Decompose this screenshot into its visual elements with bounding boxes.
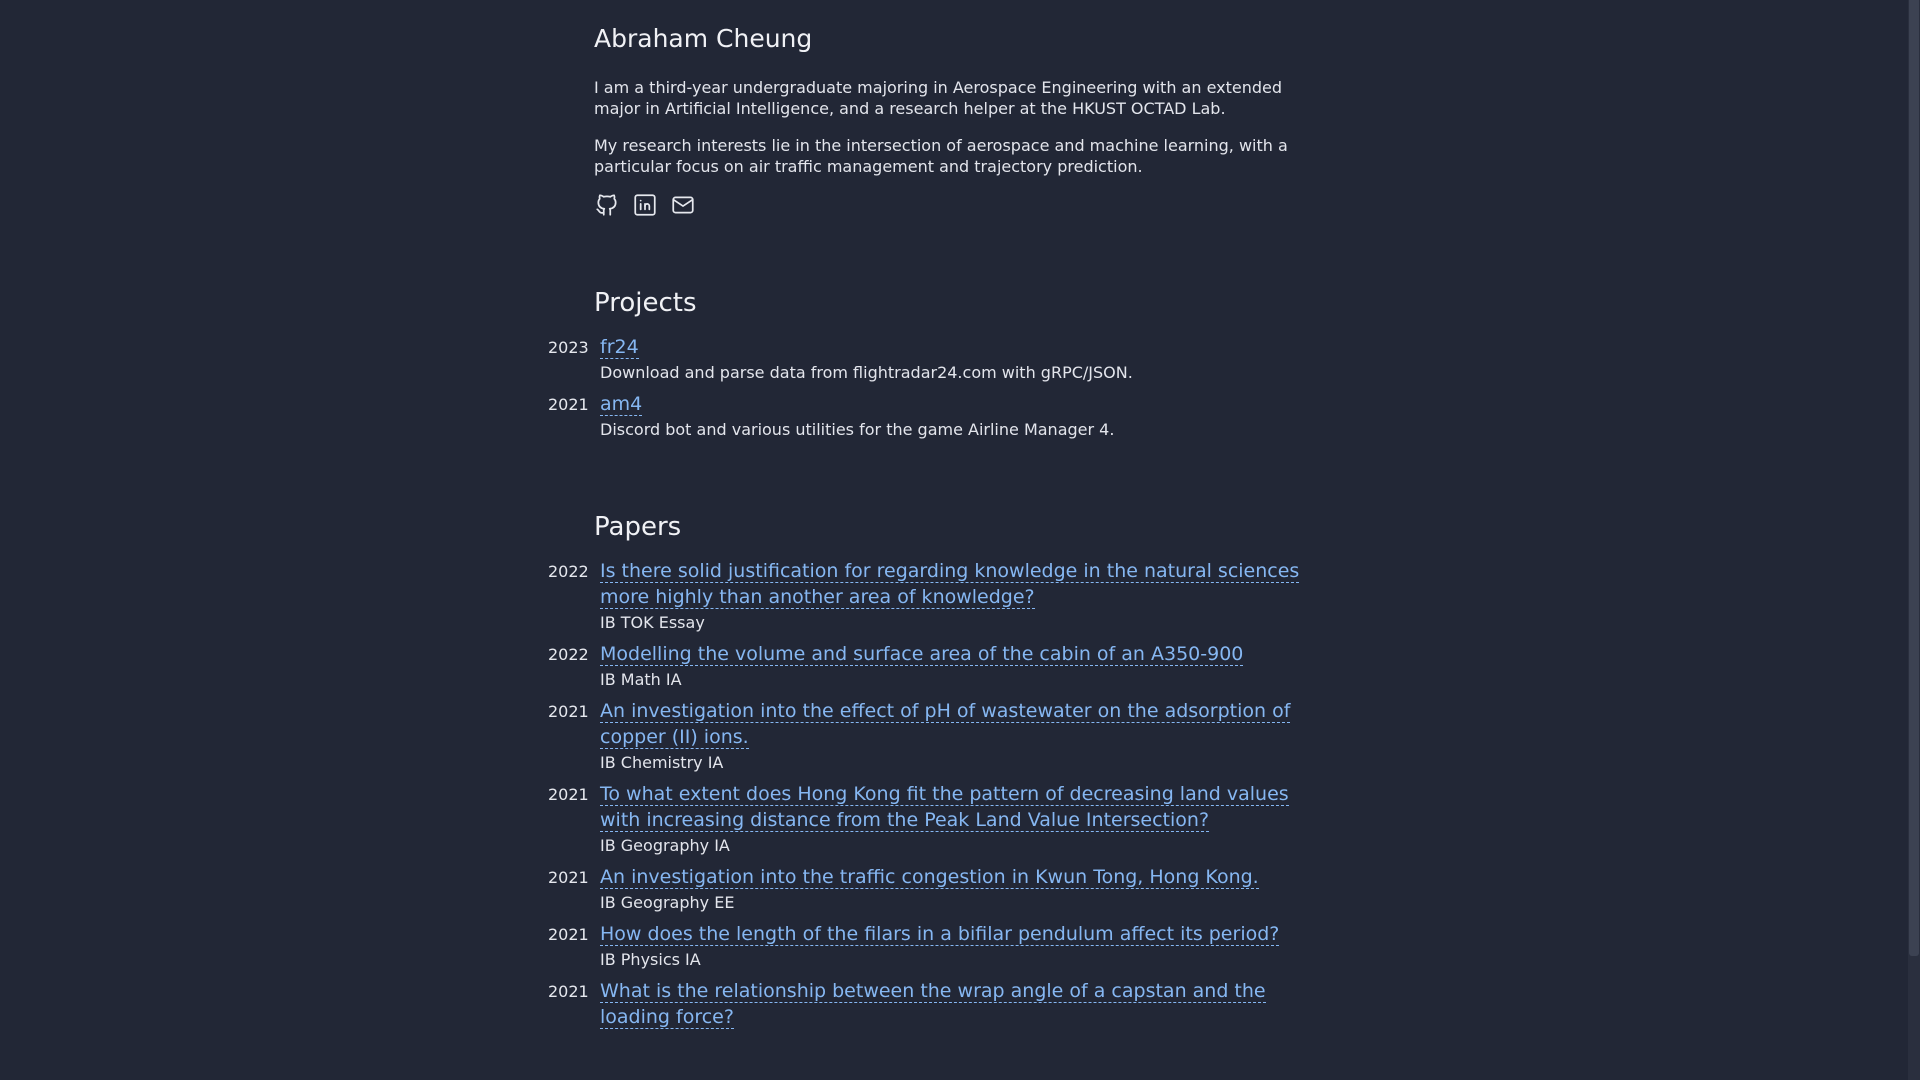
project-year: 2023 [548,338,589,357]
project-link-am4[interactable]: am4 [600,393,643,415]
paper-description: IB Math IA [600,670,682,689]
paper-link[interactable]: Is there solid justification for regarding knowledge in the natural sciences more highly than another area of knowledge? [600,560,1300,608]
paper-description: IB Geography EE [600,893,735,912]
paper-description: IB TOK Essay [600,613,705,632]
linkedin-icon[interactable] [632,192,658,218]
paper-year: 2021 [548,982,589,1001]
paper-link[interactable]: Modelling the volume and surface area of the cabin of an A350-900 [600,643,1244,665]
project-link-fr24[interactable]: fr24 [600,336,639,358]
paper-link[interactable]: An investigation into the traffic congestion in Kwun Tong, Hong Kong. [600,866,1259,888]
paper-item [548,864,1314,913]
paper-description: IB Chemistry IA [600,753,724,772]
paper-description: IB Physics IA [600,950,701,969]
bio [594,77,1314,177]
paper-description: IB Geography IA [600,836,730,855]
scrollbar[interactable] [1908,0,1920,1080]
projects-heading: Projects [594,288,697,318]
project-year: 2021 [548,395,589,414]
social-links [594,191,1314,219]
mail-icon[interactable] [670,192,696,218]
paper-item [548,641,1314,690]
paper-year: 2022 [548,645,589,664]
project-item-am4 [548,391,1314,440]
papers-list [548,558,1314,1030]
paper-item [548,558,1314,633]
project-description: Discord bot and various utilities for the game Airline Manager 4. [600,420,1115,439]
scrollbar-thumb[interactable] [1909,0,1919,956]
projects-list [548,334,1314,440]
paper-item [548,781,1314,856]
bio-paragraph-1: I am a third-year undergraduate majoring in Aerospace Engineering with an extended major in Artificial Intelligence, and a research helper at the HKUST OCTAD Lab. [594,78,1283,118]
paper-year: 2021 [548,785,589,804]
paper-year: 2021 [548,702,589,721]
paper-year: 2021 [548,925,589,944]
paper-year: 2021 [548,868,589,887]
paper-item [548,978,1314,1030]
project-item-fr24 [548,334,1314,383]
paper-year: 2022 [548,562,589,581]
paper-item [548,698,1314,773]
paper-link[interactable]: An investigation into the effect of pH of wastewater on the adsorption of copper (II) ions. [600,700,1291,748]
paper-link[interactable]: What is the relationship between the wrap angle of a capstan and the loading force? [600,980,1266,1028]
github-icon[interactable] [594,192,620,218]
paper-item [548,921,1314,970]
page-title: Abraham Cheung [594,24,813,53]
paper-link[interactable]: To what extent does Hong Kong fit the pattern of decreasing land values with increasing distance from the Peak Land Value Intersection? [600,783,1289,831]
paper-link[interactable]: How does the length of the filars in a bifilar pendulum affect its period? [600,923,1280,945]
project-description: Download and parse data from flightradar24.com with gRPC/JSON. [600,363,1133,382]
bio-paragraph-2: My research interests lie in the intersection of aerospace and machine learning, with a particular focus on air traffic management and trajectory prediction. [594,136,1288,176]
main-content [548,0,1314,1030]
papers-heading: Papers [594,512,682,542]
